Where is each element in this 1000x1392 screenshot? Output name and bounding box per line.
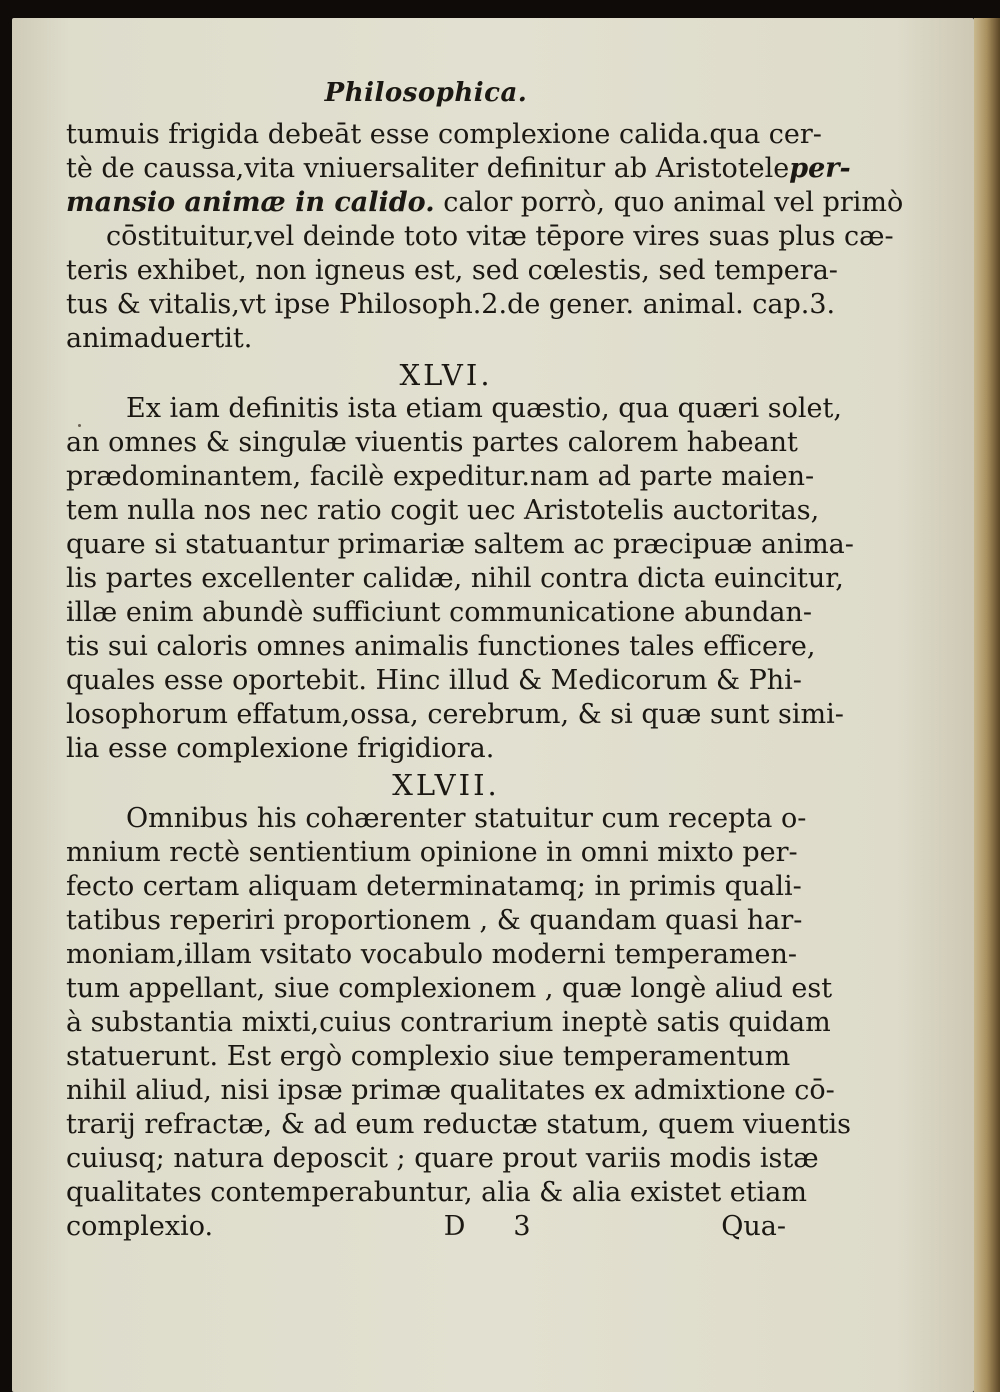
- text-line: tis sui caloris omnes animalis functiones tales efficere,: [66, 631, 816, 662]
- text-segment: calor porrò, quo animal vel primò: [434, 187, 904, 218]
- running-head: Philosophica.: [324, 78, 528, 108]
- text-line: lia esse complexione frigidiora.: [66, 733, 495, 764]
- text-line: quare si statuantur primariæ saltem ac præcipuæ anima-: [66, 529, 854, 560]
- signature-number: 3: [513, 1211, 531, 1242]
- text-line: moniam,illam vsitato vocabulo moderni temperamen-: [66, 939, 798, 970]
- paragraph-1: [66, 118, 904, 356]
- text-line: mnium rectè sentientium opinione in omni mixto per-: [66, 837, 798, 868]
- catchword: Qua-: [721, 1211, 786, 1242]
- text-segment: tè de caussa,vita vniuersaliter definitur ab Aristotele: [66, 153, 790, 184]
- last-line: complexio.: [66, 1211, 214, 1242]
- text-line: teris exhibet, non igneus est, sed cœlestis, sed tempera-: [66, 255, 838, 286]
- text-line: illæ enim abundè sufficiunt communicatione abundan-: [66, 597, 813, 628]
- page-footer: [66, 1210, 786, 1244]
- text-line: animaduertit.: [66, 323, 253, 354]
- text-line: tem nulla nos nec ratio cogit uec Aristotelis auctoritas,: [66, 495, 820, 526]
- text-line: [66, 186, 904, 220]
- page-edge: [974, 18, 1000, 1392]
- italic-segment: mansio animæ in calido.: [66, 187, 435, 218]
- section-46-body: [66, 392, 854, 766]
- text-line: statuerunt. Est ergò complexio siue temperamentum: [66, 1041, 791, 1072]
- text-line: fecto certam aliquam determinatamq; in primis quali-: [66, 871, 802, 902]
- text-line: tum appellant, siue complexionem , quæ longè aliud est: [66, 973, 833, 1004]
- text-line: lis partes excellenter calidæ, nihil contra dicta euincitur,: [66, 563, 844, 594]
- text-line: prædominantem, facilè expeditur.nam ad parte maien-: [66, 461, 815, 492]
- section-heading-47: XLVII.: [392, 768, 500, 802]
- text-line: à substantia mixti,cuius contrarium ineptè satis quidam: [66, 1007, 831, 1038]
- text-line: nihil aliud, nisi ipsæ primæ qualitates ex admixtione cō-: [66, 1075, 835, 1106]
- section-47-body: [66, 802, 852, 1210]
- text-line: tus & vitalis,vt ipse Philosoph.2.de gener. animal. cap.3.: [66, 289, 836, 320]
- text-line: Omnibus his cohærenter statuitur cum recepta o-: [126, 803, 807, 834]
- text-line: Ex iam definitis ista etiam quæstio, qua quæri solet,: [126, 393, 842, 424]
- text-line: cōstituitur,vel deinde toto vitæ tēpore vires suas plus cæ-: [106, 221, 894, 252]
- text-line: quales esse oportebit. Hinc illud & Medicorum & Phi-: [66, 665, 802, 696]
- text-line: an omnes & singulæ viuentis partes calorem habeant: [66, 427, 798, 458]
- signature-letter: D: [443, 1211, 466, 1242]
- section-heading-46: XLVI.: [399, 358, 493, 392]
- italic-segment: per-: [789, 153, 851, 184]
- text-line: tumuis frigida debeāt esse complexione calida.qua cer-: [66, 119, 822, 150]
- text-line: trarij refractæ, & ad eum reductæ statum, quem viuentis: [66, 1109, 852, 1140]
- text-line: cuiusq; natura deposcit ; quare prout variis modis istæ: [66, 1143, 819, 1174]
- signature-mark: [444, 1210, 531, 1244]
- text-line: qualitates contemperabuntur, alia & alia existet etiam: [66, 1177, 807, 1208]
- page-text: [66, 76, 904, 1244]
- text-line: [66, 152, 851, 186]
- text-line: tatibus reperiri proportionem , & quandam quasi har-: [66, 905, 803, 936]
- text-line: losophorum effatum,ossa, cerebrum, & si quæ sunt simi-: [66, 699, 844, 730]
